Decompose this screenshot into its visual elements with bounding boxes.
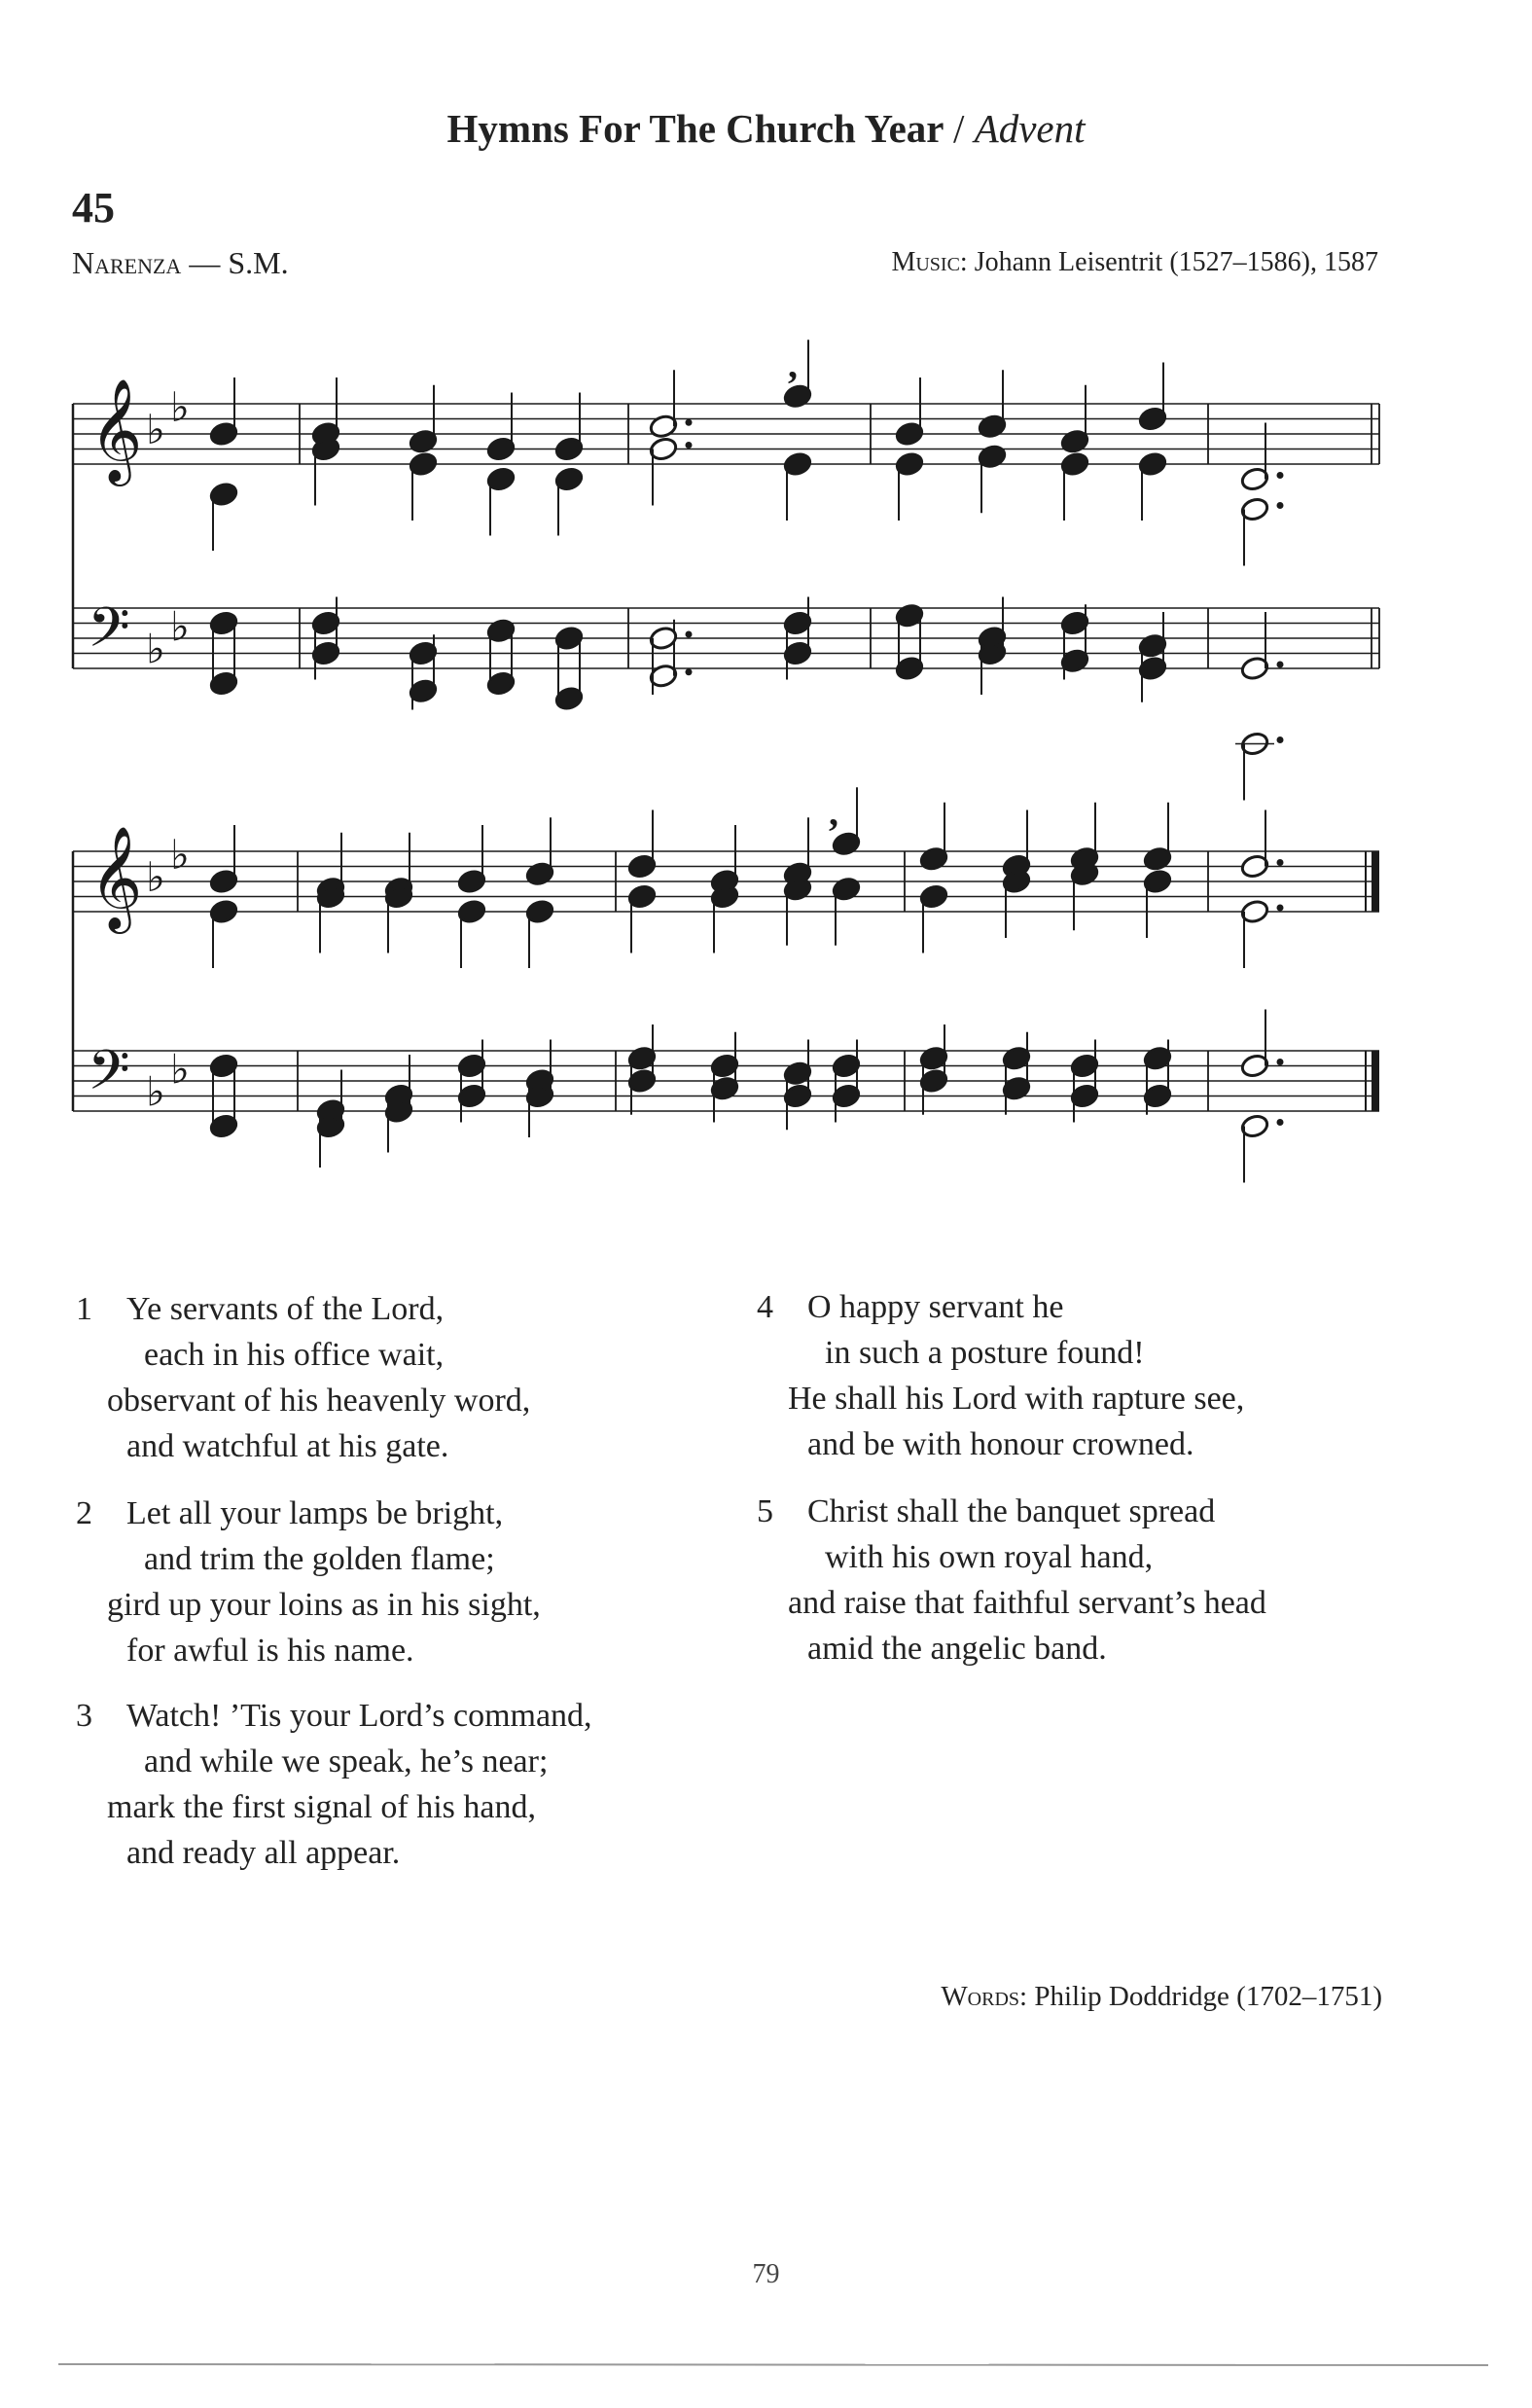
section-name: Advent — [974, 106, 1086, 151]
dot — [686, 419, 693, 426]
lyric-line: observant of his heavenly word, — [107, 1383, 531, 1419]
dot — [686, 668, 693, 675]
dot — [686, 631, 693, 638]
lyric-line: Let all your lamps be bright, — [126, 1495, 504, 1531]
lyric-line: Watch! ’Tis your Lord’s command, — [126, 1698, 592, 1734]
lyric-line: for awful is his name. — [126, 1633, 414, 1669]
lyric-line: and raise that faithful servant’s head — [788, 1585, 1266, 1621]
lyric-line: and while we speak, he’s near; — [144, 1743, 549, 1779]
title-separator: / — [953, 106, 965, 151]
words-credit — [941, 1981, 1382, 2013]
lyric-line: and be with honour crowned. — [807, 1426, 1194, 1462]
lyric-line: with his own royal hand, — [825, 1539, 1154, 1575]
dot — [1277, 737, 1284, 743]
lyric-line: each in his office wait, — [144, 1337, 445, 1373]
music-label: Music: — [891, 247, 968, 277]
flat-icon: ♭ — [146, 853, 165, 901]
meter-separator: — — [189, 245, 221, 280]
dot — [1277, 1059, 1284, 1065]
stanza-number: 4 — [757, 1289, 773, 1325]
lyric-line: mark the first signal of his hand, — [107, 1789, 536, 1825]
stanza-number: 2 — [76, 1495, 92, 1531]
treble-clef-icon: 𝄞 — [89, 825, 143, 929]
final-barline-thick — [1372, 851, 1379, 912]
stanza-2 — [76, 1491, 541, 1673]
stanza-number: 5 — [757, 1493, 773, 1529]
flat-icon: ♭ — [170, 830, 190, 879]
lyric-line: and trim the golden flame; — [144, 1541, 495, 1577]
lyric-line: amid the angelic band. — [807, 1631, 1107, 1667]
hymn-number: 45 — [72, 184, 115, 232]
stanza-5 — [757, 1489, 1266, 1671]
bass-clef-icon: 𝄢 — [88, 1039, 130, 1116]
book-title: Hymns For The Church Year — [446, 106, 944, 151]
dot — [1277, 502, 1284, 509]
flat-icon: ♭ — [146, 625, 165, 673]
lyric-line: He shall his Lord with rapture see, — [788, 1381, 1245, 1417]
stanza-1 — [76, 1286, 530, 1469]
lyric-line: Ye servants of the Lord, — [126, 1291, 445, 1327]
dot — [1277, 662, 1284, 668]
lyric-line: gird up your loins as in his sight, — [107, 1587, 541, 1623]
words-author: Philip Doddridge (1702–1751) — [1034, 1981, 1382, 2012]
lyric-line: and ready all appear. — [126, 1835, 401, 1871]
bottom-rule — [0, 2354, 1532, 2374]
dot — [1277, 472, 1284, 479]
flat-icon: ♭ — [170, 602, 190, 651]
flat-icon: ♭ — [170, 1045, 190, 1094]
tune-name: Narenza — [72, 245, 182, 280]
lyric-line: O happy servant he — [807, 1289, 1064, 1325]
dot — [1277, 905, 1284, 912]
flat-icon: ♭ — [170, 382, 190, 431]
dot — [1277, 859, 1284, 866]
stanza-number: 1 — [76, 1291, 92, 1327]
meter: S.M. — [228, 245, 289, 280]
stanza-3 — [76, 1693, 592, 1876]
bass-clef-icon: 𝄢 — [88, 596, 130, 673]
lyric-line: Christ shall the banquet spread — [807, 1493, 1216, 1529]
treble-clef-icon: 𝄞 — [89, 377, 143, 482]
dot — [686, 442, 693, 449]
dot — [1277, 1119, 1284, 1126]
flat-icon: ♭ — [146, 1067, 165, 1116]
music-composer: Johann Leisentrit (1527–1586), 1587 — [974, 247, 1378, 277]
flat-icon: ♭ — [146, 406, 165, 453]
page-number: 79 — [752, 2259, 780, 2289]
words-label: Words: — [941, 1981, 1028, 2012]
breath-mark-icon: , — [829, 790, 838, 834]
breath-mark-icon: , — [788, 342, 798, 386]
stanza-number: 3 — [76, 1698, 92, 1734]
lyric-line: in such a posture found! — [825, 1335, 1145, 1371]
stanza-4 — [757, 1284, 1244, 1467]
lyric-line: and watchful at his gate. — [126, 1428, 449, 1464]
final-barline-thick — [1372, 1051, 1379, 1111]
